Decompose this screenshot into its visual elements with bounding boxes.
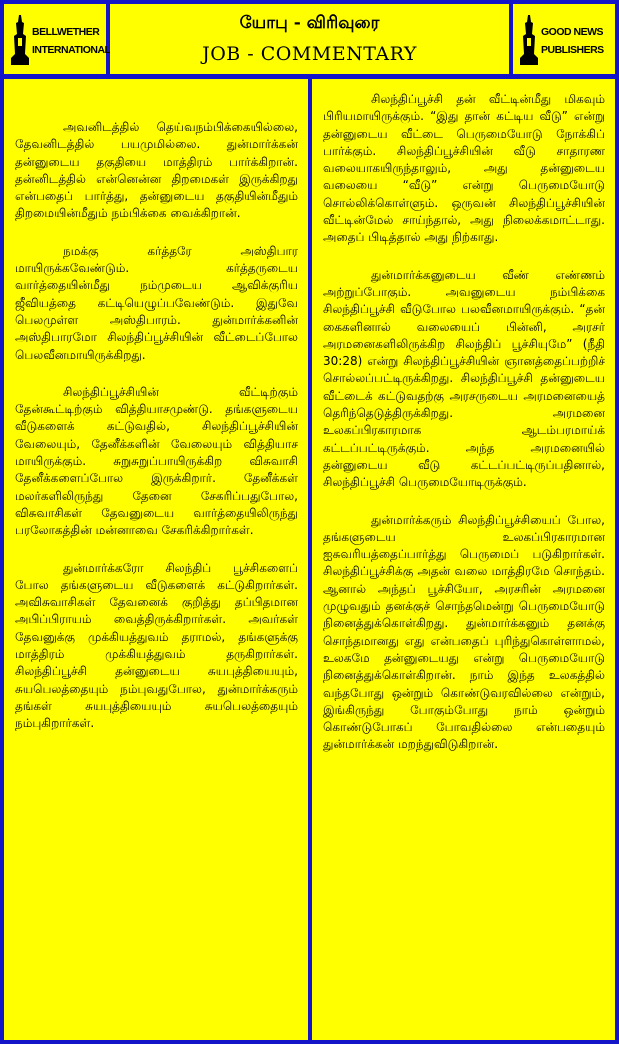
left-logo-line1: BELLWETHER (32, 26, 100, 38)
paragraph: துன்மார்க்கனுடைய வீண் எண்ணம் அற்றுப்போகும். அவனுடைய நம்பிக்கை சிலந்திப்பூச்சி வீடுபோல பலவீனமாயிருக்கும். “தன் கைகளினால் வலையைப் பின்னி, அரசர் அரமனைகளிலிருக்கிற சிலந்திப் பூச்சியுமே” (நீதி 30:28) என்று சிலந்திப்பூச்சியின் ஞானத்தைப்பற்றிச் சொல்லப்பட்டிருக்கிறது. சிலந்திப்பூச்சி தன்னுடைய வீட்டைக் கட்டுவதற்கு அரசருடைய அரமனையைத் தெரிந்தெடுத்திருக்கிறது. அரமனை உலகப்பிரகாரமாக ஆடம்பரமாய்க் கட்டப்பட்டிருக்கும். அந்த அரமனையில் தன்னுடைய வீடு கட்டப்பட்டிருப்பதினால், சிலந்திப்பூச்சி பெருமையோடிருக்கும். (323, 267, 605, 490)
paragraph: அவனிடத்தில் தெய்வநம்பிக்கையில்லை, தேவனிடத்தில் பயமுமில்லை. துன்மார்க்கன் தன்னுடைய தகுதியை மாத்திரம் பார்க்கிறான். தன்னிடத்தில் என்னென்ன திறமைகள் இருக்கிறது என்பதைப் பார்த்து, தன்னுடைய தகுதியின்மீதும் திறமையின்மீதும் நம்பிக்கை வைக்கிறான். (15, 120, 298, 221)
paragraph: துன்மார்க்கரோ சிலந்திப் பூச்சிகளைப் போல தங்களுடைய வீடுகளைக் கட்டுகிறார்கள். அவிசுவாசிகள் தேவனைக் குறித்து தப்பிதமான அபிப்பிராயம் வைத்திருக்கிறார்கள். அவர்கள் தேவனுக்கு முக்கியத்துவம் தராமல், தங்களுக்கு மாத்திரம் முக்கியத்துவம் தருகிறார்கள். சிலந்திப்பூச்சி தன்னுடைய சுயபுத்தியையும், சுயபெலத்தையும் நம்புவதுபோல, துன்மார்க்கரும் தங்கள் சுயபுத்தியையும் சுயபெலத்தையும் நம்புகிறார்கள். (15, 560, 298, 731)
left-column (4, 79, 308, 1040)
left-logo-line2: INTERNATIONAL (32, 44, 111, 56)
paragraph: சிலந்திப்பூச்சி தன் வீட்டின்மீது மிகவும் பிரியமாயிருக்கும். “இது தான் கட்டிய வீடு” என்று தன்னுடைய வீட்டை பெருமையோடு நோக்கிப் பார்க்கும். சிலந்திப்பூச்சியின் வீடு சாதாரண வலையாகயிருந்தாலும், அது தன்னுடைய வலையை “வீடு” என்று பெருமையோடு சொல்லிக்கொள்ளும். ஒருவன் சிலந்திப்பூச்சியின் வீட்டின்மேல் சாய்ந்தால், அது நிலைக்கமாட்டாது. அதைப் பிடித்தால் அது நிற்காது. (323, 92, 605, 245)
title-box (110, 4, 509, 74)
paragraph: சிலந்திப்பூச்சியின் வீட்டிற்கும் தேன்கூட்டிற்கும் வித்தியாசமுண்டு. தங்களுடைய வீடுகளைக் கட்டுவதில், சிலந்திப்பூச்சியின் வேலையும், தேனீக்களின் வேலையும் வித்தியாச மாயிருக்கும். சுறுசுறுப்பாயிருக்கிற விசுவாசி தேனீக்களைப்போல இருக்கிறார். தேனீக்கள் மலர்களிலிருந்து தேனை சேகரிப்பதுபோல, விசுவாசிகள் தேவனுடைய வார்த்தையிலிருந்து பரலோகத்தின் மன்னாவை சேகரிக்கிறார்கள். (15, 384, 298, 538)
title-english: JOB - COMMENTARY (202, 43, 417, 65)
tower-icon (519, 14, 539, 66)
paragraph: துன்மார்க்கரும் சிலந்திப்பூச்சியைப் போல, தங்களுடைய உலகப்பிரகாரமான ஐசுவரியத்தைப்பார்த்து பெருமைப் படுகிறார்கள். சிலந்திப்பூச்சிக்கு அதன் வலை மாத்திரமே சொந்தம். ஆனால் அந்தப் பூச்சியோ, அரசரின் அரமனை முழுவதும் தனக்குச் சொந்தமென்று பெருமையோடு நினைத்துக்கொள்கிறது. துன்மார்க்கனும் தனக்கு சொந்தமானது எது என்பதைப் புரிந்துகொள்ளாமல், உலகமே தன்னுடையது என்று பெருமையோடு நினைத்துக்கொள்கிறான். நாம் இந்த உலகத்தில் வந்தபோது ஒன்றும் கொண்டுவரவில்லை என்றும், இங்கிருந்து போகும்போது நாம் ஒன்றும் கொண்டுபோகப் போவதில்லை என்பதையும் துன்மார்க்கன் மறந்துவிடுகிறான். (323, 512, 605, 752)
title-tamil: யோபு - விரிவுரை (239, 13, 380, 33)
good-news-logo-box (513, 4, 615, 74)
paragraph: நமக்கு கர்த்தரே அஸ்திபார மாயிருக்கவேண்டும். கர்த்தருடைய வார்த்தையின்மீது நம்முடைய ஆவிக்குரிய ஜீவியத்தை கட்டியெழுப்பவேண்டும். இதுவே பெலமுள்ள அஸ்திபாரம். துன்மார்க்கனின் அஸ்திபாரமோ சிலந்திப்பூச்சியின் வீட்டைப்போல பெலவீனமாயிருக்கிறது. (15, 243, 298, 362)
right-logo-line1: GOOD NEWS (541, 26, 604, 38)
good-news-logo (517, 10, 611, 68)
right-logo-line2: PUBLISHERS (541, 44, 604, 56)
bellwether-logo (8, 10, 111, 68)
tower-icon (10, 14, 30, 66)
right-column (312, 79, 615, 1040)
bellwether-logo-box (4, 4, 111, 74)
